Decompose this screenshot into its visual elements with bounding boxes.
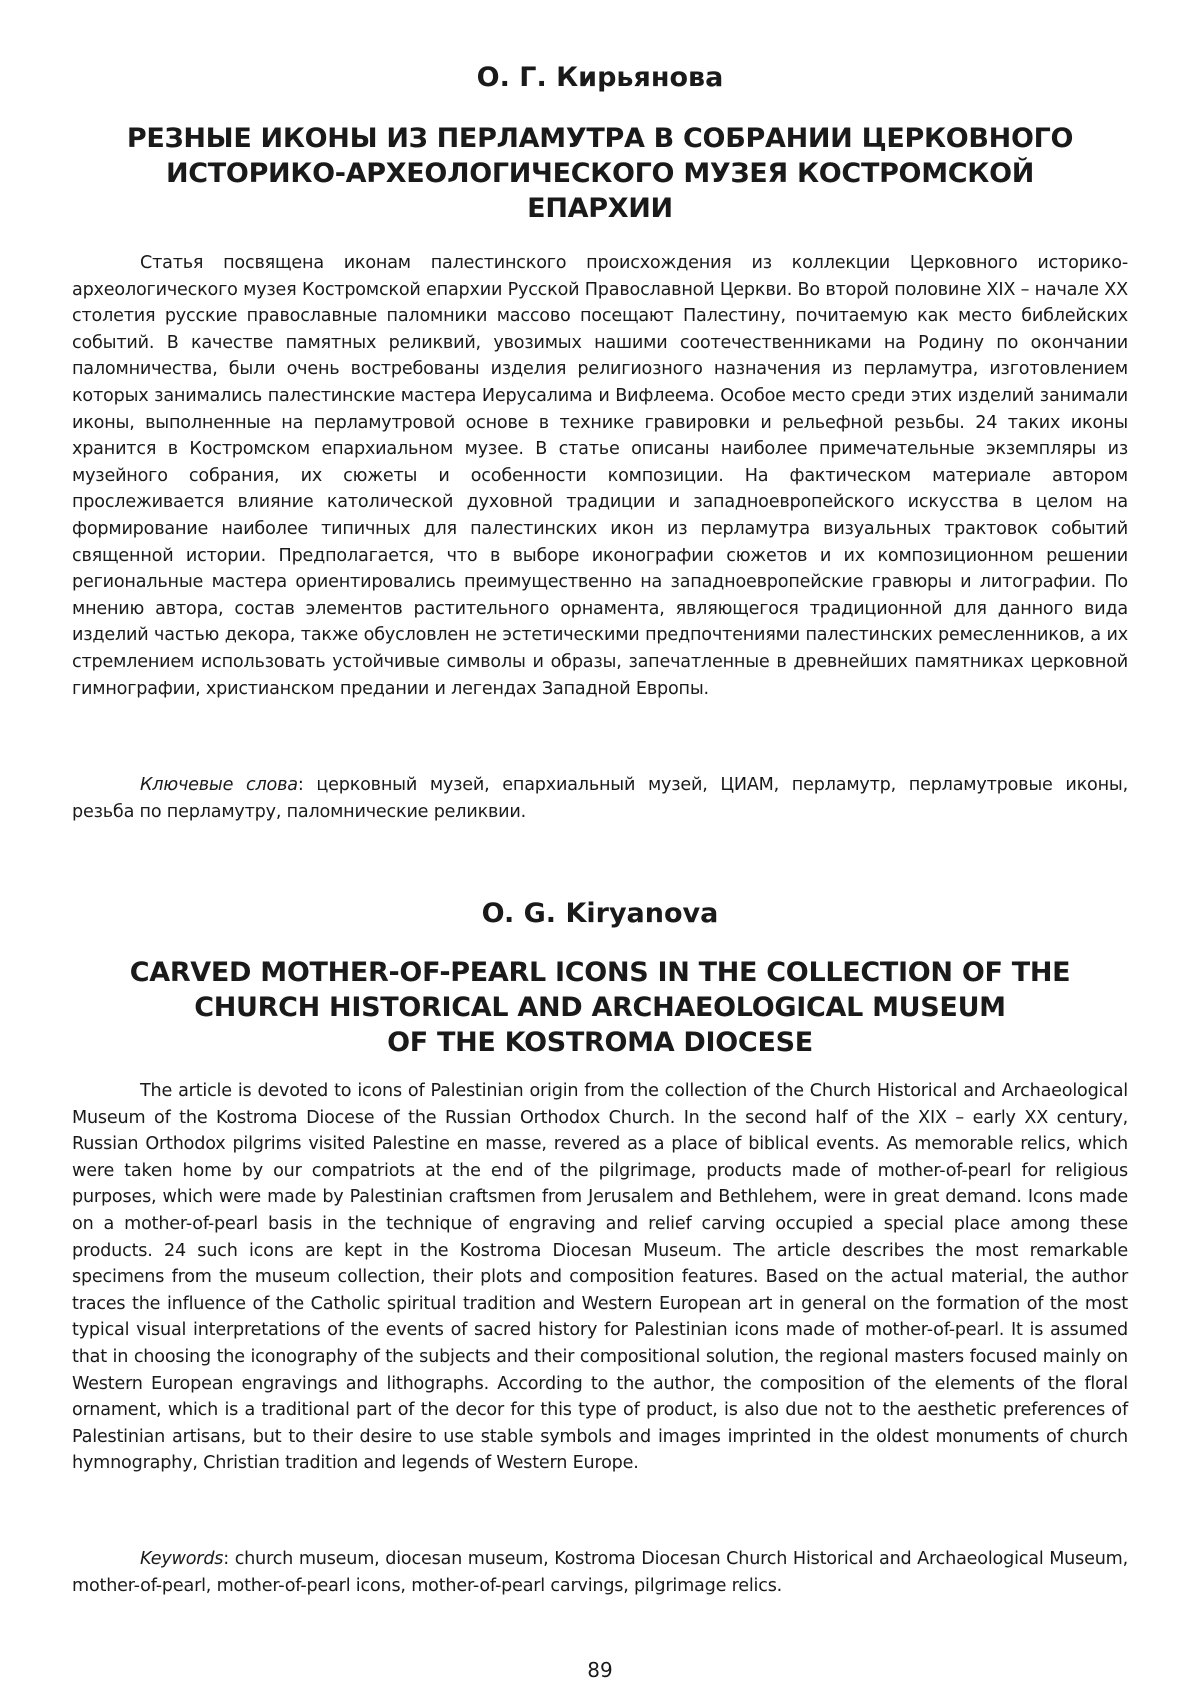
title-line: ИСТОРИКО-АРХЕОЛОГИЧЕСКОГО МУЗЕЯ КОСТРОМСКОЙ xyxy=(165,158,1035,189)
page-number: 89 xyxy=(587,1658,613,1682)
abstract-ru: Статья посвящена иконам палестинского происхождения из коллекции Церковного историко-археологического музея Костромской епархии Русской Православной Церкви. Во второй половине XIX – начале XX столетия русские православные паломники массово посещают Палестину, почитаемую как место библейских событий. В качестве памятных реликвий, увозимых нашими соотечественниками на Родину по окончании паломничества, были очень востребованы изделия религиозного назначения из перламутра, изготовлением которых занимались палестинские мастера Иерусалима и Вифлеема. Особое место среди этих изделий занимали иконы, выполненные на перламутровой основе в технике гравировки и рельефной резьбы. 24 таких иконы хранится в Костромском епархиальном музее. В статье описаны наиболее примечательные экземпляры из музейного собрания, их сюжеты и особенности композиции. На фактическом материале автором прослеживается влияние католической духовной традиции и западноевропейского искусства в целом на формирование наиболее типичных для палестинских икон из перламутра визуальных трактовок событий священной истории. Предполагается, что в выборе иконографии сюжетов и их композиционном решении региональные мастера ориентировались преимущественно на западноевропейские гравюры и литографии. По мнению автора, состав элементов растительного орнамента, являющегося традиционной для данного вида изделий частью декора, также обусловлен не эстетическими предпочтениями палестинских ремесленников, а их стремлением использовать устойчивые символы и образы, запечатленные в древнейших памятниках церковной гимнографии, христианском предании и легендах Западной Европы. xyxy=(72,253,1128,699)
title-line: ЕПАРХИИ xyxy=(527,193,673,224)
keywords-en xyxy=(72,1546,1128,1599)
abstract-en: The article is devoted to icons of Palestinian origin from the collection of the Church Historical and Archaeological Museum of the Kostroma Diocese of the Russian Orthodox Church. In the second half of the XIX – early XX century, Russian Orthodox pilgrims visited Palestine en masse, revered as a place of biblical events. As memorable relics, which were taken home by our compatriots at the end of the pilgrimage, products made of mother-of-pearl for religious purposes, which were made by Palestinian craftsmen from Jerusalem and Bethlehem, were in great demand. Icons made on a mother-of-pearl basis in the technique of engraving and relief carving occupied a special place among these products. 24 such icons are kept in the Kostroma Diocesan Museum. The article describes the most remarkable specimens from the museum collection, their plots and composition features. Based on the actual material, the author traces the influence of the Catholic spiritual tradition and Western European art in general on the formation of the most typical visual interpretations of the events of sacred history for Palestinian icons made of mother-of-pearl. It is assumed that in choosing the iconography of the subjects and their compositional solution, the regional masters focused mainly on Western European engravings and lithographs. According to the author, the composition of the elements of the floral ornament, which is a traditional part of the decor for this type of product, is also due not to the aesthetic preferences of Palestinian artisans, but to their desire to use stable symbols and images imprinted in the oldest monuments of church hymnography, Christian tradition and legends of Western Europe. xyxy=(72,1081,1128,1474)
author-name-en: O. G. Kiryanova xyxy=(481,898,719,929)
keywords-label: Keywords xyxy=(140,1549,224,1569)
author-name-ru: О. Г. Кирьянова xyxy=(476,62,724,93)
title-line: РЕЗНЫЕ ИКОНЫ ИЗ ПЕРЛАМУТРА В СОБРАНИИ ЦЕРКОВНОГО xyxy=(126,123,1074,154)
title-line: CARVED MOTHER-OF-PEARL ICONS IN THE COLLECTION OF THE xyxy=(129,957,1071,988)
keywords-text: : church museum, diocesan museum, Kostroma Diocesan Church Historical and Archaeological Museum, mother-of-pearl, mother-of-pearl icons, mother-of-pearl carvings, pilgrimage relics. xyxy=(72,1549,1128,1596)
keywords-text: : церковный музей, епархиальный музей, ЦИАМ, перламутр, перламутровые иконы, резьба по перламутру, паломнические реликвии. xyxy=(72,775,1128,822)
title-line: CHURCH HISTORICAL AND ARCHAEOLOGICAL MUSEUM xyxy=(194,992,1006,1023)
keywords-ru xyxy=(72,772,1128,825)
keywords-label: Ключевые слова xyxy=(140,775,298,795)
article-title-en xyxy=(72,955,1128,1060)
title-line: OF THE KOSTROMA DIOCESE xyxy=(387,1027,813,1058)
article-title-ru xyxy=(72,121,1128,226)
